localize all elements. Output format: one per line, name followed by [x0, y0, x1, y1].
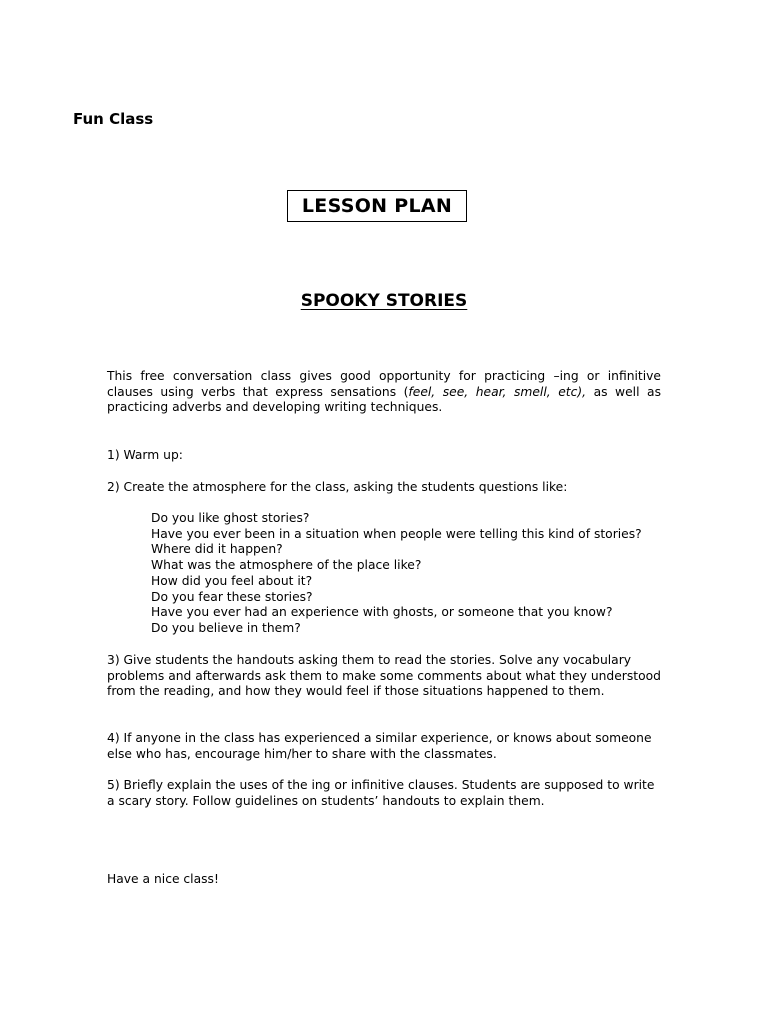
intro-text-after: as well as practicing adverbs and developing writing techniques. — [107, 384, 661, 415]
closing-line: Have a nice class! — [107, 872, 219, 886]
page-title — [287, 190, 467, 222]
intro-paragraph — [107, 369, 661, 416]
intro-text-italic: feel, see, hear, smell, etc), — [408, 384, 587, 399]
step-1: 1) Warm up: — [107, 448, 183, 462]
question-item: Do you believe in them? — [151, 620, 301, 635]
question-item: Do you like ghost stories? — [151, 511, 310, 525]
question-item: What was the atmosphere of the place like? — [151, 558, 422, 573]
page-title-text: LESSON PLAN — [301, 195, 453, 217]
step-4: 4) If anyone in the class has experienced a similar experience, or knows about someone else who has, encourage him/her to share with the classmates. — [107, 731, 652, 761]
question-list — [151, 511, 711, 637]
intro-text-before: This free conversation class gives good opportunity for practicing –ing or infinitive clauses using verbs that express sensations ( — [107, 369, 661, 399]
lesson-subtitle: SPOOKY STORIES — [300, 291, 468, 311]
step-5: 5) Briefly explain the uses of the ing or infinitive clauses. Students are supposed to write a scary story. Follow guidelines on students’ handouts to explain them. — [107, 778, 655, 808]
question-item: Have you ever been in a situation when people were telling this kind of stories? — [151, 526, 642, 541]
header-label: Fun Class — [73, 110, 154, 128]
question-item: Where did it happen? — [151, 542, 283, 557]
step-2: 2) Create the atmosphere for the class, asking the students questions like: — [107, 480, 568, 494]
question-item: Do you fear these stories? — [151, 589, 313, 604]
question-item: Have you ever had an experience with ghosts, or someone that you know? — [151, 605, 613, 620]
step-3: 3) Give students the handouts asking them to read the stories. Solve any vocabulary problems and afterwards ask them to make some comments about what they understood from the reading, and how they would feel if those situations happened to them. — [107, 653, 661, 699]
question-item: How did you feel about it? — [151, 573, 313, 588]
